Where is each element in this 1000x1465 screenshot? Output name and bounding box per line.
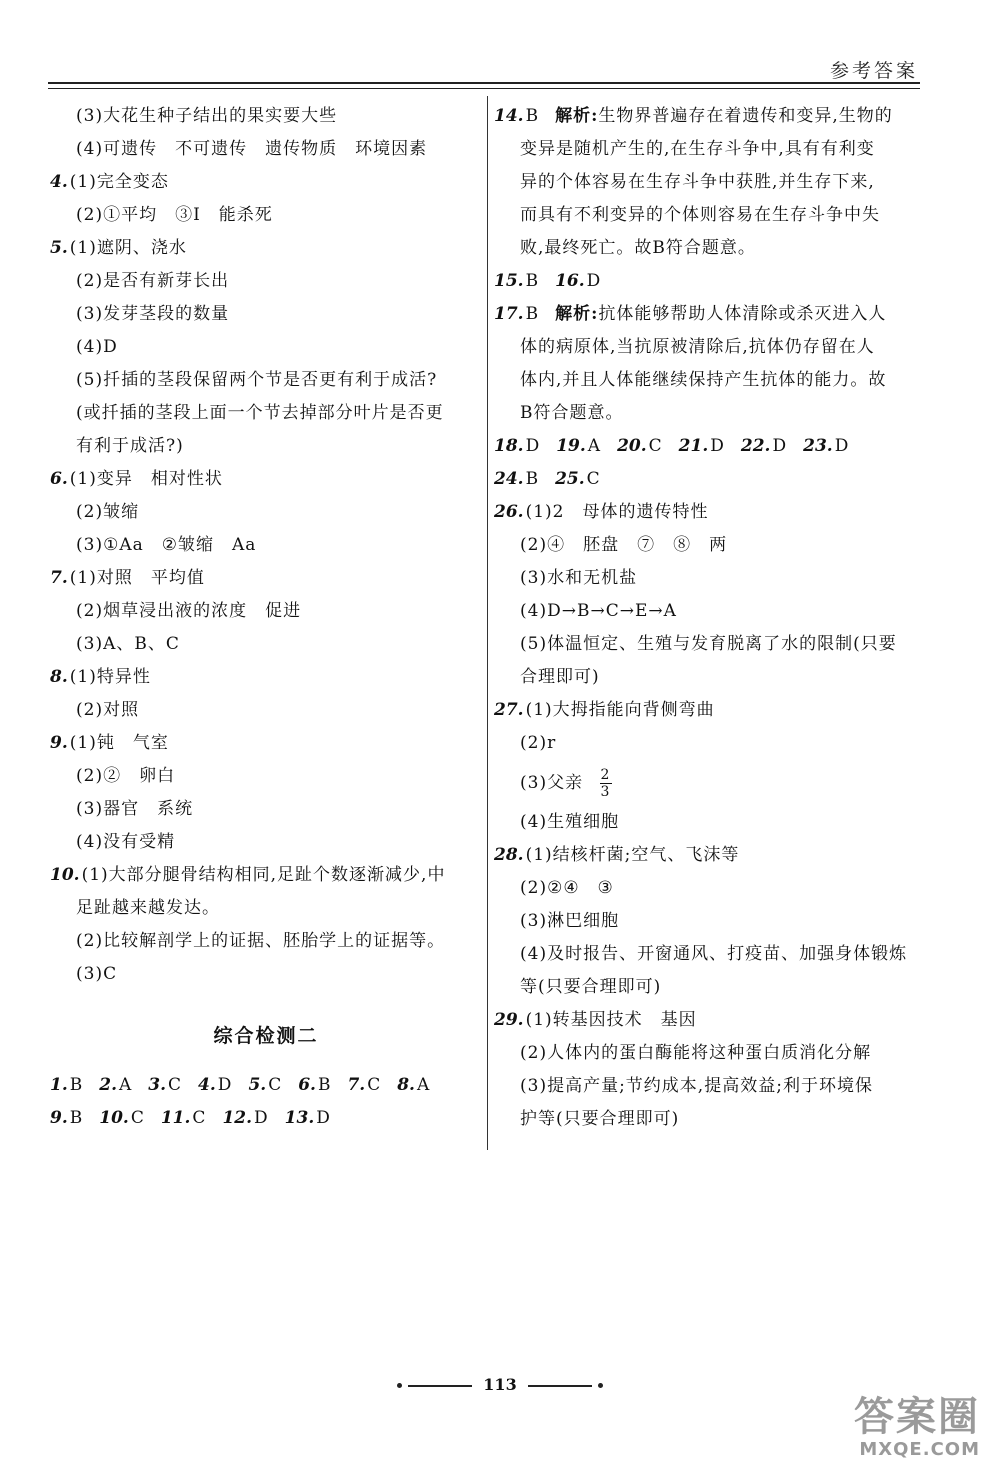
- answer-choice: D: [525, 436, 541, 456]
- answer-text: (3)①Aa ②皱缩 Aa: [76, 535, 257, 555]
- answer-text: 抗体能够帮助人体清除或杀灭进入人: [598, 304, 887, 324]
- answer-14: [494, 100, 934, 265]
- question-number: 19.: [556, 436, 586, 456]
- answer-text: (2)人体内的蛋白酶能将这种蛋白质消化分解: [520, 1043, 872, 1063]
- question-number: 20.: [617, 436, 647, 456]
- answer-text: 变异是随机产生的,在生存斗争中,具有有利变: [520, 139, 875, 159]
- page-number: 113: [483, 1375, 517, 1394]
- answer-line: [494, 661, 934, 694]
- answer-text: (2)①平均 ③Ⅰ 能杀死: [76, 205, 273, 225]
- question-number: 10.: [50, 865, 80, 885]
- answer-text: (4)没有受精: [76, 832, 176, 852]
- answer-17: [494, 298, 934, 430]
- answer-line: [50, 628, 482, 661]
- question-number: 22.: [740, 436, 771, 456]
- answer-choice: D: [586, 271, 602, 291]
- question-number: 2.: [99, 1075, 117, 1095]
- answer-text: (3)水和无机盐: [520, 568, 638, 588]
- answer-line: [50, 166, 482, 199]
- answer-choice: B: [69, 1108, 84, 1128]
- question-number: 7.: [347, 1075, 366, 1095]
- answer-choice: B: [317, 1075, 332, 1095]
- answer-27: 27. (1)大拇指能向背侧弯曲 (2)r (3)父亲 $\frac{2}{3}$ (4)生殖细胞: [494, 694, 934, 839]
- left-answer-list: [50, 100, 482, 991]
- question-number: 15.: [494, 271, 524, 291]
- answer-text: (1)对照 平均值: [69, 568, 205, 588]
- question-number: 13.: [284, 1108, 315, 1128]
- answer-text: 异的个体容易在生存斗争中获胜,并生存下来,: [520, 172, 875, 192]
- answer-line: [50, 364, 482, 397]
- question-number: 28.: [494, 845, 524, 865]
- answer-line: [50, 331, 482, 364]
- section-title: 综合检测二: [213, 1025, 319, 1047]
- answer-26: [494, 496, 934, 694]
- answer-line: [494, 298, 934, 331]
- answer-line: [494, 1037, 934, 1070]
- question-number: 18.: [494, 436, 524, 456]
- answer-line: [50, 595, 482, 628]
- answer-text: (3)C: [76, 964, 118, 984]
- question-number: 10.: [99, 1108, 129, 1128]
- answer-line: [494, 529, 934, 562]
- answer-text: (4)D: [76, 337, 118, 357]
- answer-choice: D: [834, 436, 850, 456]
- question-number: 21.: [678, 436, 709, 456]
- answer-text: (5)扦插的茎段保留两个节是否更有利于成活?: [76, 370, 438, 390]
- mc-answer-row: [494, 265, 934, 298]
- answer-choice: C: [367, 1075, 382, 1095]
- column-divider: [487, 96, 488, 1150]
- answer-line: [494, 938, 934, 971]
- question-number: 5.: [248, 1075, 267, 1095]
- question-number: 11.: [160, 1108, 191, 1128]
- answer-line: [50, 661, 482, 694]
- answer-text: (1)完全变态: [69, 172, 169, 192]
- answer-text: (1)转基因技术 基因: [525, 1010, 697, 1030]
- answer-line: (4)生殖细胞: [520, 812, 620, 832]
- answer-text: 生物界普遍存在着遗传和变异,生物的: [598, 106, 893, 126]
- question-number: 16.: [555, 271, 585, 291]
- answer-text: 而具有不利变异的个体则容易在生存斗争中失: [520, 205, 880, 225]
- answer-text: 败,最终死亡。故B符合题意。: [520, 238, 756, 258]
- question-number: 8.: [50, 667, 68, 687]
- answer-text: (3)淋巴细胞: [520, 911, 620, 931]
- answer-line: [494, 331, 934, 364]
- answer-29: [494, 1004, 934, 1136]
- answer-text: (5)体温恒定、生殖与发育脱离了水的限制(只要: [520, 634, 897, 654]
- answer-line: [494, 971, 934, 1004]
- question-number: 6.: [298, 1075, 316, 1095]
- answer-text: (1)大部分腿骨结构相同,足趾个数逐渐减少,中: [81, 865, 446, 885]
- answer-choice: C: [192, 1108, 207, 1128]
- answer-line: [494, 628, 934, 661]
- watermark-logo: [750, 1395, 980, 1461]
- question-number: 7.: [50, 568, 68, 588]
- answer-choice: B: [69, 1075, 84, 1095]
- answer-line: [494, 397, 934, 430]
- right-column: [494, 100, 934, 1136]
- answer-text: (4)可遗传 不可遗传 遗传物质 环境因素: [76, 139, 428, 159]
- answer-line: [494, 232, 934, 265]
- answer-text: (2)比较解剖学上的证据、胚胎学上的证据等。: [76, 931, 446, 951]
- header-rule: [48, 82, 920, 84]
- answer-line: (2)r: [520, 733, 557, 753]
- answer-text: (1)特异性: [69, 667, 151, 687]
- answer-text: (1)2 母体的遗传特性: [525, 502, 709, 522]
- analysis-label: 解析:: [555, 106, 599, 126]
- answer-line: [50, 760, 482, 793]
- answer-choice: D: [772, 436, 788, 456]
- answer-line: [494, 166, 934, 199]
- answer-line: [50, 859, 482, 892]
- page-header-title: 参考答案: [829, 60, 918, 82]
- question-number: 1.: [50, 1075, 68, 1095]
- answer-text: 有利于成活?): [76, 436, 184, 456]
- answer-choice: C: [268, 1075, 283, 1095]
- question-number: 12.: [222, 1108, 253, 1128]
- answer-line: [494, 562, 934, 595]
- answer-line: [50, 430, 482, 463]
- question-number: 29.: [494, 1010, 524, 1030]
- answer-text: B符合题意。: [520, 403, 624, 423]
- answer-text: 等(只要合理即可): [520, 977, 662, 997]
- watermark-text: 答案圈: [854, 1394, 980, 1440]
- question-number: 4.: [198, 1075, 216, 1095]
- answer-line: [50, 826, 482, 859]
- answer-line: [50, 265, 482, 298]
- question-number: 6.: [50, 469, 68, 489]
- fraction: $\frac{2}{3}$: [600, 767, 611, 800]
- answer-line: [494, 872, 934, 905]
- question-number: 23.: [803, 436, 833, 456]
- answer-line-fraction: (3)父亲 $\frac{2}{3}$: [520, 767, 611, 800]
- answer-text: (3)提高产量;节约成本,提高效益;利于环境保: [520, 1076, 873, 1096]
- answer-line: [494, 839, 934, 872]
- answer-line: [50, 133, 482, 166]
- answer-line: [50, 100, 482, 133]
- answer-line: [494, 1103, 934, 1136]
- answer-choice: C: [648, 436, 663, 456]
- question-number: 25.: [555, 469, 585, 489]
- answer-line: [494, 496, 934, 529]
- answer-line: [494, 595, 934, 628]
- question-number: 4.: [50, 172, 68, 192]
- question-number: 5.: [50, 238, 68, 258]
- answer-choice: A: [416, 1075, 431, 1095]
- answer-text: (2)④ 胚盘 ⑦ ⑧ 两: [520, 535, 728, 555]
- answer-text: (3)A、B、C: [76, 634, 180, 654]
- answer-line: [50, 562, 482, 595]
- question-number: 9.: [50, 733, 68, 753]
- answer-28: [494, 839, 934, 1004]
- mc-answer-row: [494, 430, 934, 463]
- answer-text: (2)②④ ③: [520, 878, 614, 898]
- answer-line: [50, 892, 482, 925]
- question-number: 14.: [494, 106, 524, 126]
- answer-text: (2)对照: [76, 700, 140, 720]
- answer-line: [494, 1004, 934, 1037]
- answer-text: 护等(只要合理即可): [520, 1109, 680, 1129]
- question-number: 3.: [148, 1075, 167, 1095]
- answer-text: (或扦插的茎段上面一个节去掉部分叶片是否更: [76, 403, 444, 423]
- answer-text: (3)大花生种子结出的果实要大些: [76, 106, 338, 126]
- answer-line: [50, 925, 482, 958]
- answer-choice: A: [119, 1075, 133, 1095]
- answer-line: [50, 463, 482, 496]
- answer-text: 合理即可): [520, 667, 600, 687]
- answer-choice: D: [254, 1108, 269, 1128]
- answer-choice: D: [316, 1108, 331, 1128]
- answer-text: (1)结核杆菌;空气、飞沫等: [525, 845, 740, 865]
- answer-line: [50, 496, 482, 529]
- question-number: 26.: [494, 502, 524, 522]
- answer-line: [50, 694, 482, 727]
- answer-text: (2)皱缩: [76, 502, 140, 522]
- mc-answer-row: [494, 463, 934, 496]
- watermark-url: MXQE.COM: [859, 1439, 980, 1460]
- answer-text: (3)器官 系统: [76, 799, 194, 819]
- answer-text: (3)发芽茎段的数量: [76, 304, 230, 324]
- answer-text: (1)遮阴、浇水: [69, 238, 187, 258]
- answer-line: [494, 364, 934, 397]
- answer-line: [494, 199, 934, 232]
- question-number: 24.: [494, 469, 524, 489]
- answer-line: [494, 100, 934, 133]
- mc-answer-row: [50, 1102, 482, 1135]
- answer-choice: B: [525, 469, 540, 489]
- answer-line: [50, 298, 482, 331]
- answer-line: [50, 232, 482, 265]
- answer-choice: A: [587, 436, 602, 456]
- answer-line: [50, 958, 482, 991]
- answer-line: [50, 727, 482, 760]
- answer-text: 体的病原体,当抗原被清除后,抗体仍存留在人: [520, 337, 875, 357]
- question-number: 8.: [397, 1075, 415, 1095]
- answer-text: (2)是否有新芽长出: [76, 271, 230, 291]
- answer-choice: B: [525, 304, 540, 324]
- answer-choice: C: [168, 1075, 183, 1095]
- answer-line: [50, 199, 482, 232]
- left-column: [50, 100, 482, 1135]
- answer-text: 体内,并且人体能继续保持产生抗体的能力。故: [520, 370, 887, 390]
- answer-choice: D: [710, 436, 725, 456]
- mc-answer-row: [50, 1069, 482, 1102]
- question-number: 9.: [50, 1108, 68, 1128]
- answer-text: (2)② 卵白: [76, 766, 176, 786]
- answer-choice: C: [130, 1108, 145, 1128]
- answer-choice: C: [586, 469, 601, 489]
- answer-choice: D: [217, 1075, 233, 1095]
- header-rule-thin: [48, 88, 920, 89]
- page-footer: [0, 1375, 1000, 1394]
- answer-text: (1)变异 相对性状: [69, 469, 223, 489]
- answer-text: (1)钝 气室: [69, 733, 169, 753]
- answer-text: (4)D→B→C→E→A: [520, 601, 677, 621]
- answer-line: [494, 133, 934, 166]
- answer-line: [494, 1070, 934, 1103]
- answer-text: (4)及时报告、开窗通风、打疫苗、加强身体锻炼: [520, 944, 908, 964]
- answer-line: [50, 793, 482, 826]
- answer-text: (2)烟草浸出液的浓度 促进: [76, 601, 302, 621]
- answer-line: [494, 905, 934, 938]
- answer-line: [50, 529, 482, 562]
- answer-text: 足趾越来越发达。: [76, 898, 220, 918]
- answer-line: [50, 397, 482, 430]
- answer-choice: B: [525, 106, 540, 126]
- analysis-label: 解析:: [555, 304, 599, 324]
- question-number: 17.: [494, 304, 524, 324]
- answer-choice: B: [525, 271, 540, 291]
